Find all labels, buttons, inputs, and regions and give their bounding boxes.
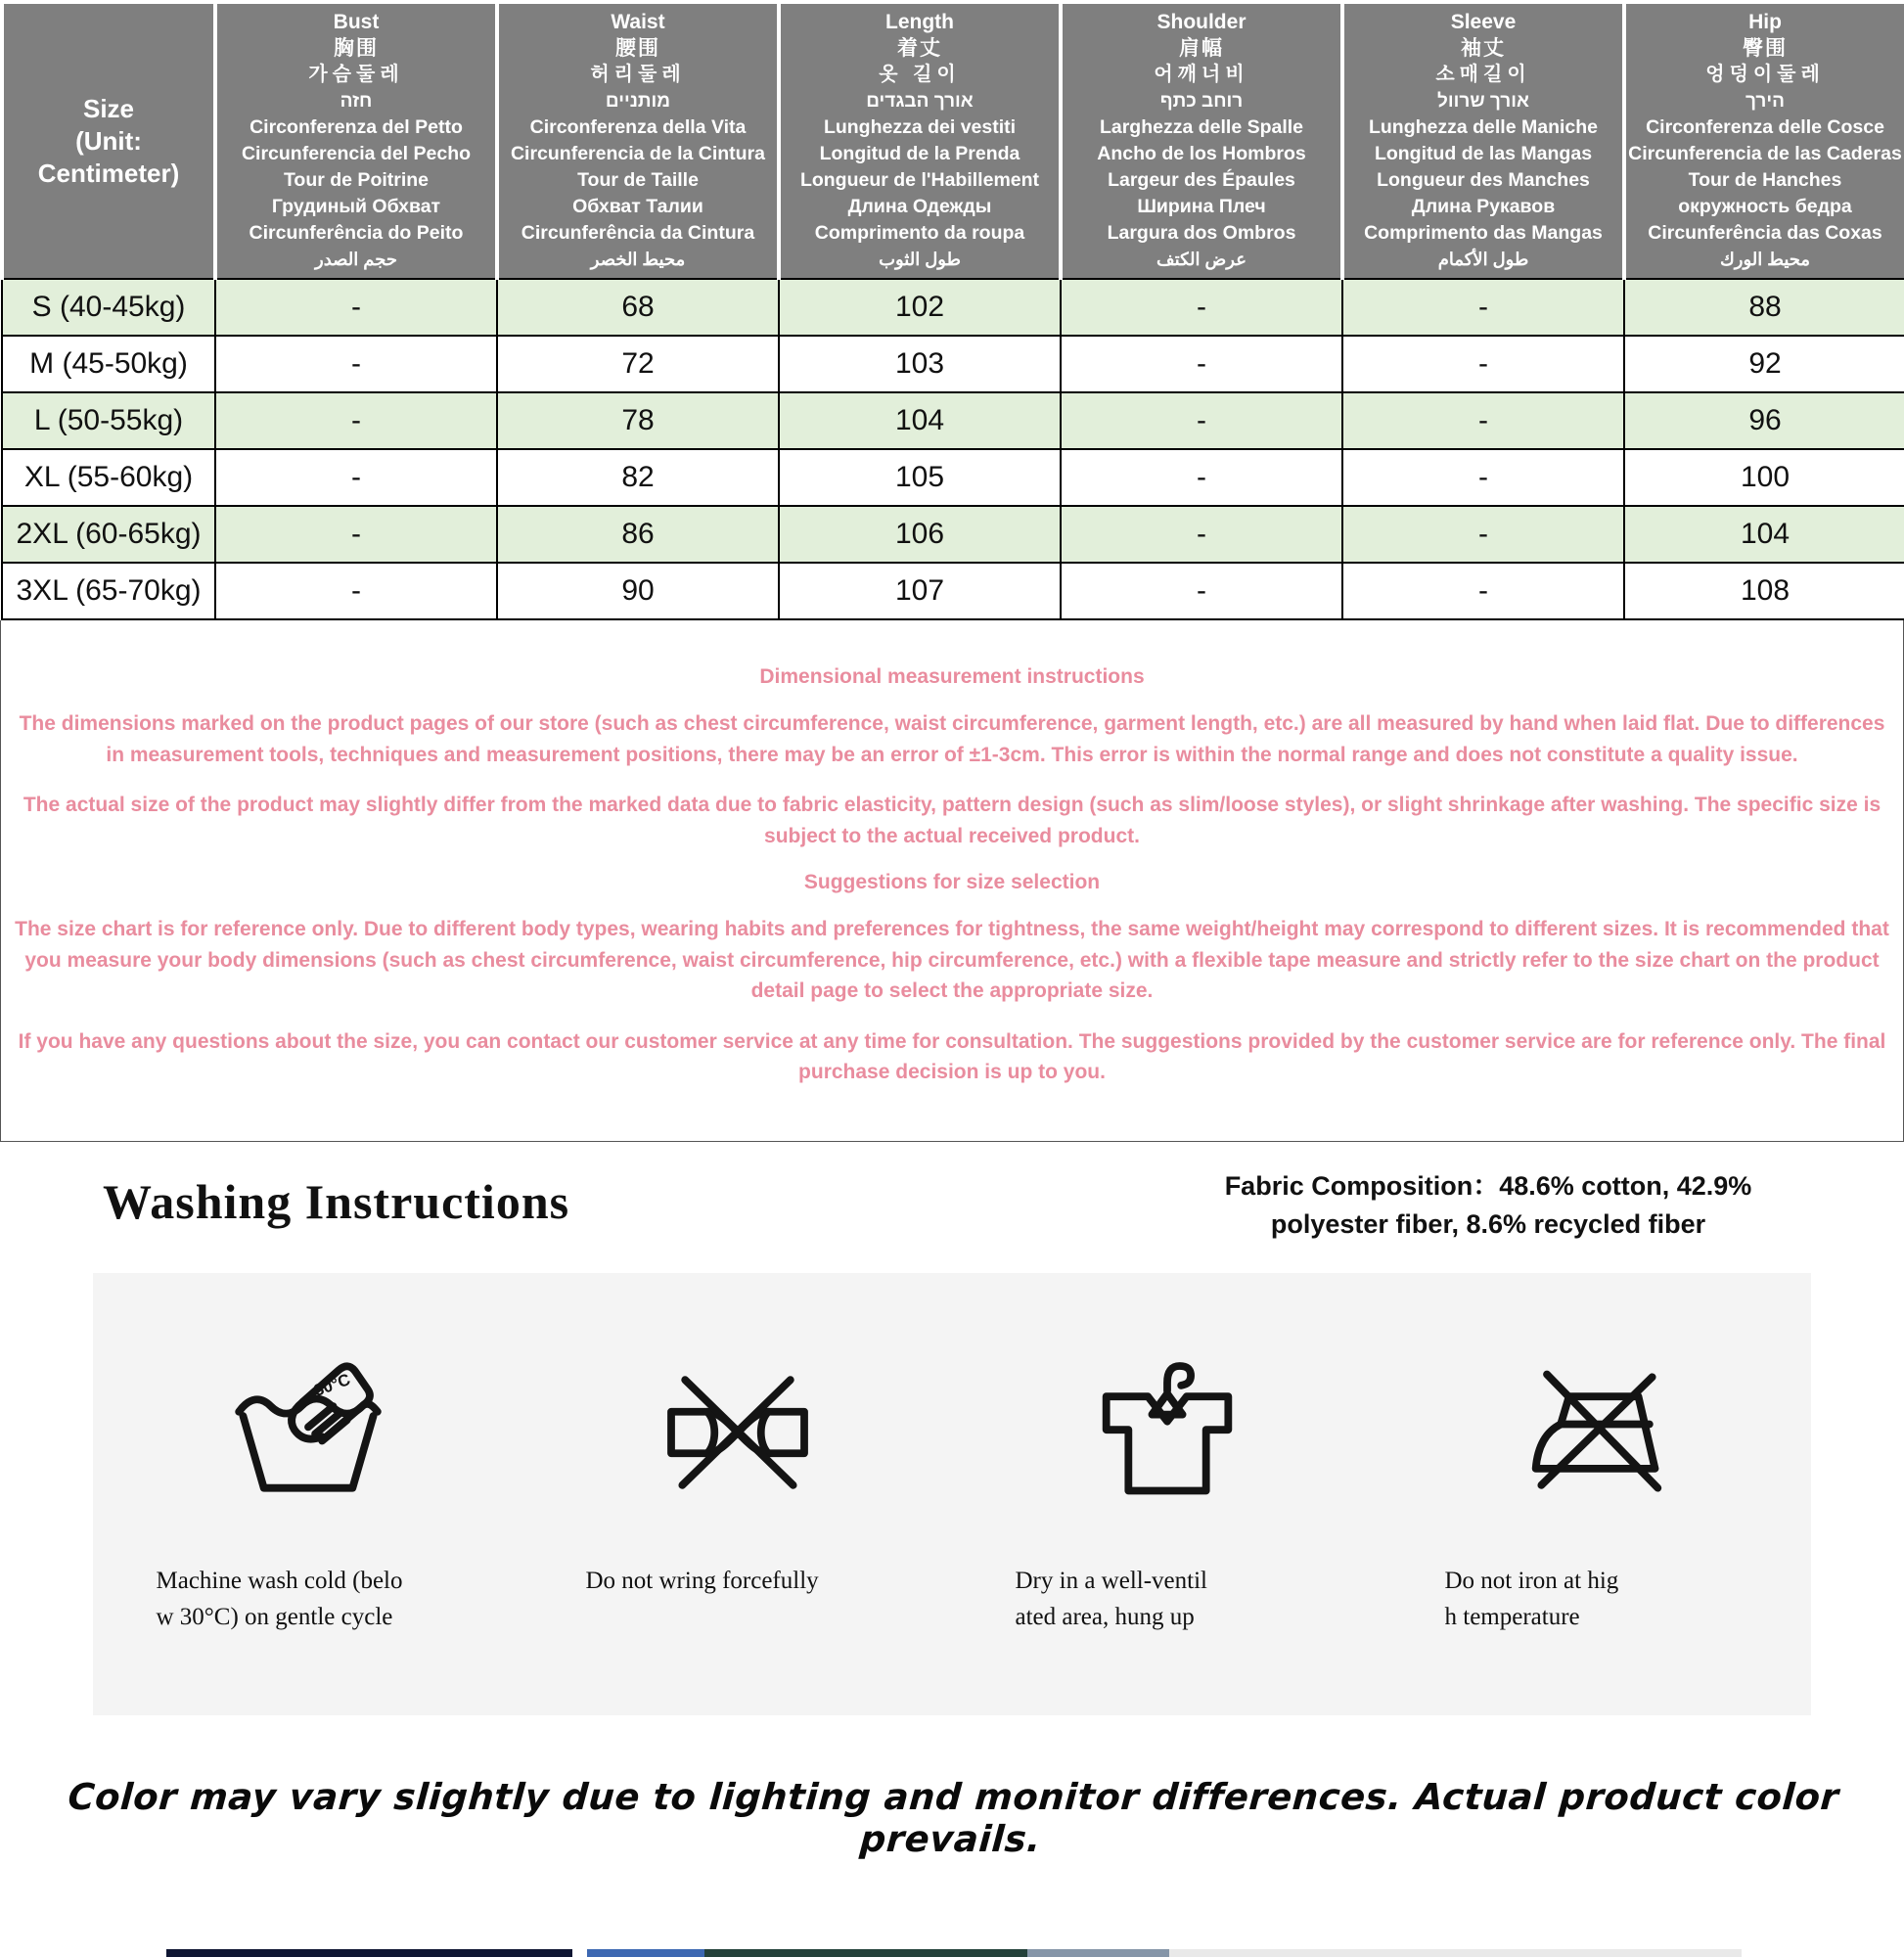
svg-text:30°C: 30°C (310, 1369, 353, 1400)
washing-item-label: Machine wash cold (belo w 30°C) on gentle cycle (156, 1567, 403, 1631)
value-cell: - (215, 449, 497, 506)
hang-dry-icon (1084, 1349, 1250, 1516)
value-cell: - (1342, 563, 1624, 619)
table-row (2, 279, 1904, 336)
value-cell: - (1342, 279, 1624, 336)
header-line: 엉덩이둘레 (1705, 64, 1825, 85)
header-line: רוחב כתף (1159, 91, 1244, 112)
bottom-image-strip (0, 1949, 1904, 1957)
header-line: Sleeve (1450, 11, 1517, 33)
column-header-waist (497, 2, 779, 279)
value-cell: - (1061, 279, 1342, 336)
header-row (2, 2, 1904, 279)
header-line: Circonferenza del Petto (249, 116, 463, 138)
header-line: Длина Рукавов (1411, 196, 1556, 217)
table-row (2, 563, 1904, 619)
header-line: محيط الورك (1719, 250, 1811, 269)
header-line: Обхват Талии (572, 196, 703, 217)
header-line: Lunghezza delle Maniche (1368, 116, 1599, 138)
header-line: Tour de Taille (577, 169, 699, 191)
header-line: Comprimento das Mangas (1364, 222, 1603, 244)
value-cell: 104 (1624, 506, 1904, 563)
header-line: окружность бедра (1678, 196, 1852, 217)
size-table (0, 0, 1904, 620)
value-cell: 107 (779, 563, 1061, 619)
header-line: אורך הבגדים (866, 91, 974, 112)
header-line: הירך (1745, 91, 1785, 112)
value-cell: - (1061, 563, 1342, 619)
value-cell: 82 (497, 449, 779, 506)
notes-paragraph: The size chart is for reference only. Due to different body types, wearing habits and preferences for tightness, the same weight/height may correspond to different sizes. It is recommended that you measure your body dimensions (such as chest circumference, waist circumference, hip circumference, etc.) with a flexible tape measure and strictly refer to the size chart on the product detail page to select the appropriate size. (15, 918, 1889, 1002)
header-line: 어깨너비 (1154, 64, 1249, 85)
header-line: 허리둘레 (590, 64, 686, 85)
header-line: חזה (340, 91, 373, 112)
header-line: Largeur des Épaules (1108, 169, 1295, 191)
value-cell: 104 (779, 392, 1061, 449)
header-line: عرض الكتف (1156, 250, 1247, 269)
value-cell: - (215, 392, 497, 449)
strip-segment (0, 1949, 166, 1957)
value-cell: - (1061, 449, 1342, 506)
header-line: מותניים (605, 91, 671, 112)
header-line: אורך שרוול (1437, 91, 1529, 112)
header-line: Shoulder (1156, 11, 1247, 33)
header-line: 臀围 (1743, 37, 1788, 60)
washing-title: Washing Instructions (103, 1173, 570, 1229)
size-cell: 3XL (65-70kg) (2, 563, 215, 619)
value-cell: - (1061, 336, 1342, 392)
header-line: Largura dos Ombros (1107, 222, 1296, 244)
value-cell: 103 (779, 336, 1061, 392)
header-line: Circunferência da Cintura (521, 222, 755, 244)
header-line: 着丈 (897, 37, 942, 60)
header-line: Waist (611, 11, 665, 33)
header-line: Ширина Плеч (1137, 196, 1266, 217)
notes-title-measurement: Dimensional measurement instructions (759, 665, 1145, 688)
color-disclaimer-note: Color may vary slightly due to lighting and monitor differences. Actual product color prevails. (67, 1775, 1840, 1860)
washing-section (0, 1142, 1904, 1860)
strip-segment (587, 1949, 704, 1957)
notes-paragraph: If you have any questions about the size, you can contact our customer service at any time for consultation. The suggestions provided by the customer service are for reference only. The final purchase decision is up to you. (18, 1029, 1886, 1083)
header-line: Longueur de l'Habillement (799, 169, 1040, 191)
header-line: Longitud de la Prenda (819, 143, 1020, 164)
column-header-shoulder (1061, 2, 1342, 279)
header-line: طول الثوب (879, 250, 961, 269)
value-cell: 102 (779, 279, 1061, 336)
strip-segment (1169, 1949, 1742, 1957)
header-line: طول الأكمام (1437, 250, 1529, 269)
header-line: 옷 길이 (879, 64, 961, 85)
value-cell: - (1061, 506, 1342, 563)
value-cell: - (1342, 506, 1624, 563)
header-line: Circonferenza della Vita (529, 116, 747, 138)
header-line: 胸围 (334, 37, 379, 60)
value-cell: 96 (1624, 392, 1904, 449)
washing-item-label: Do not iron at hig h temperature (1444, 1567, 1619, 1631)
measurement-notes (0, 620, 1904, 1142)
washing-item (93, 1349, 522, 1639)
value-cell: 78 (497, 392, 779, 449)
header-line: 가슴둘레 (308, 64, 404, 85)
table-row (2, 449, 1904, 506)
header-line: محيط الخصر (590, 250, 686, 269)
value-cell: 68 (497, 279, 779, 336)
header-line: Larghezza delle Spalle (1099, 116, 1304, 138)
size-header-line1: Size (82, 93, 135, 123)
header-line: Tour de Poitrine (283, 169, 430, 191)
notes-paragraph: The dimensions marked on the product pages of our store (such as chest circumference, waist circumference, garment length, etc.) are all measured by hand when laid flat. Due to differences in measurement tools, techniques and measurement positions, there may be an error of ±1-3cm. This error is within the normal range and does not constitute a quality issue. (19, 712, 1885, 766)
value-cell: 100 (1624, 449, 1904, 506)
column-header-bust (215, 2, 497, 279)
header-line: Tour de Hanches (1688, 169, 1842, 191)
value-cell: - (1061, 392, 1342, 449)
washing-item (952, 1349, 1382, 1639)
washing-item (522, 1349, 952, 1639)
header-line: Bust (333, 11, 380, 33)
header-line: Longitud de las Mangas (1374, 143, 1593, 164)
header-line: 腰围 (615, 37, 660, 60)
value-cell: 88 (1624, 279, 1904, 336)
value-cell: - (215, 506, 497, 563)
header-line: 袖丈 (1461, 37, 1506, 60)
value-cell: - (1342, 392, 1624, 449)
value-cell: 105 (779, 449, 1061, 506)
column-header-hip (1624, 2, 1904, 279)
strip-segment (572, 1949, 587, 1957)
washing-item-label: Do not wring forcefully (585, 1567, 819, 1594)
size-cell: M (45-50kg) (2, 336, 215, 392)
header-line: Circunferencia de las Caderas (1628, 143, 1902, 164)
value-cell: 86 (497, 506, 779, 563)
header-line: 肩幅 (1179, 37, 1224, 60)
strip-segment (704, 1949, 1027, 1957)
fabric-composition: Fabric Composition：48.6% cotton, 42.9% polyester fiber, 8.6% recycled fiber (1224, 1170, 1752, 1239)
value-cell: 90 (497, 563, 779, 619)
value-cell: 92 (1624, 336, 1904, 392)
header-line: Длина Одежды (847, 196, 992, 217)
size-header-line2: (Unit: Centimeter) (37, 125, 180, 188)
value-cell: 108 (1624, 563, 1904, 619)
table-row (2, 392, 1904, 449)
washing-header (0, 1165, 1904, 1244)
notes-title-suggestions: Suggestions for size selection (803, 871, 1101, 893)
washing-card (93, 1273, 1811, 1715)
header-line: Circunferencia de la Cintura (510, 143, 766, 164)
washing-item (1382, 1349, 1811, 1639)
table-row (2, 336, 1904, 392)
strip-segment (1742, 1949, 1904, 1957)
size-cell: 2XL (60-65kg) (2, 506, 215, 563)
size-cell: XL (55-60kg) (2, 449, 215, 506)
header-line: Lunghezza dei vestiti (823, 116, 1017, 138)
do-not-wring-icon (655, 1349, 821, 1516)
value-cell: 106 (779, 506, 1061, 563)
value-cell: - (215, 279, 497, 336)
washing-item-label: Dry in a well-ventil ated area, hung up (1015, 1567, 1207, 1631)
column-header-sleeve (1342, 2, 1624, 279)
value-cell: - (215, 563, 497, 619)
header-line: Hip (1748, 11, 1782, 33)
header-line: Circunferência do Peito (249, 222, 464, 244)
header-line: 소매길이 (1435, 64, 1531, 85)
machine-wash-cold-icon (225, 1349, 391, 1516)
value-cell: - (215, 336, 497, 392)
do-not-iron-icon (1514, 1349, 1680, 1516)
value-cell: 72 (497, 336, 779, 392)
size-cell: S (40-45kg) (2, 279, 215, 336)
value-cell: - (1342, 449, 1624, 506)
notes-paragraph: The actual size of the product may slightly differ from the marked data due to fabric elasticity, pattern design (such as slim/loose styles), or slight shrinkage after washing. The specific size is subject to the actual received product. (23, 794, 1881, 847)
strip-segment (166, 1949, 572, 1957)
header-line: Circunferencia del Pecho (241, 143, 472, 164)
header-line: Circonferenza delle Cosce (1646, 116, 1884, 138)
size-cell: L (50-55kg) (2, 392, 215, 449)
header-line: حجم الصدر (315, 250, 397, 269)
header-line: Circunferência das Coxas (1648, 222, 1882, 244)
table-row (2, 506, 1904, 563)
column-header-length (779, 2, 1061, 279)
strip-segment (1027, 1949, 1169, 1957)
header-line: Comprimento da roupa (814, 222, 1025, 244)
header-line: Ancho de los Hombros (1097, 143, 1306, 164)
header-line: Longueur des Manches (1377, 169, 1590, 191)
size-header-cell (2, 2, 215, 279)
header-line: Length (885, 11, 954, 33)
header-line: Грудиный Обхват (271, 196, 441, 217)
value-cell: - (1342, 336, 1624, 392)
